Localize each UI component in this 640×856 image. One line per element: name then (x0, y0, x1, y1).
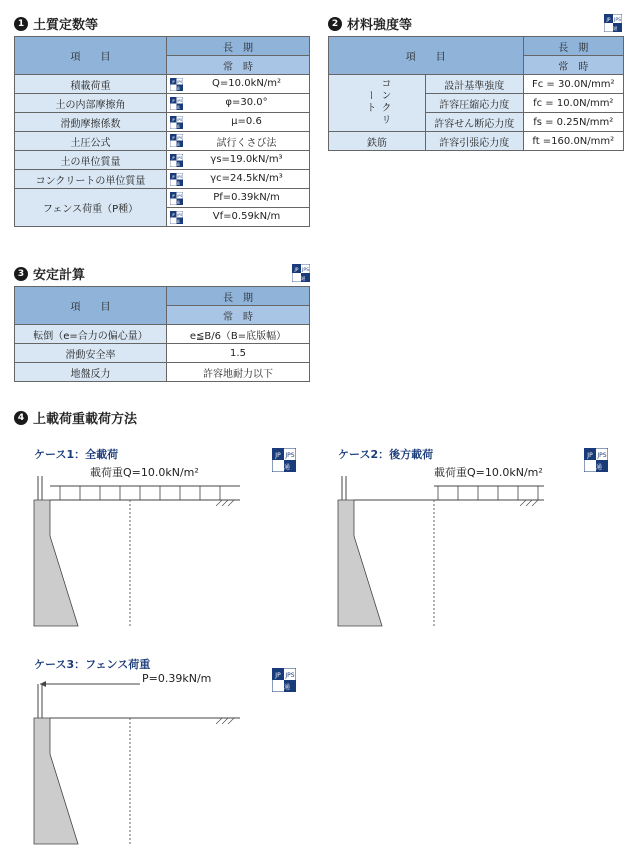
jp-jps-badge-icon (170, 192, 183, 205)
case2-title: ケース2：後方載荷 (338, 448, 434, 461)
section-number: 1 (14, 17, 28, 31)
row-value: φ=30.0° (167, 94, 310, 113)
row-label: コンクリートの単位質量 (15, 170, 167, 189)
jp-jps-badge-icon (272, 448, 296, 472)
stability-table (14, 286, 310, 382)
jp-jps-badge-icon (170, 211, 183, 224)
jp-jps-badge-icon (170, 78, 183, 91)
section-4-title (14, 408, 137, 427)
row-value: ft =160.0N/mm² (523, 132, 623, 151)
row-label: 積載荷重 (15, 75, 167, 94)
jp-jps-badge-icon (584, 448, 608, 472)
section-number: 3 (14, 267, 28, 281)
row-label: 滑動摩擦係数 (15, 113, 167, 132)
section-4-heading: 上載荷重載荷方法 (33, 412, 138, 427)
row-value: γs=19.0kN/m³ (167, 151, 310, 170)
row-value: e≦B/6（B=底版幅） (167, 325, 310, 344)
row-label: 土の単位質量 (15, 151, 167, 170)
header-normal: 常 時 (167, 56, 310, 75)
jp-jps-badge-icon (170, 116, 183, 129)
row-value: Fc = 30.0N/mm² (523, 75, 623, 94)
section-2-title (328, 14, 412, 33)
section-number: 4 (14, 411, 28, 425)
header-normal: 常 時 (167, 306, 310, 325)
case3-title: ケース3：フェンス荷重 (34, 658, 151, 671)
case3-load: P=0.39kN/m (142, 672, 212, 685)
row-label: 土圧公式 (15, 132, 167, 151)
row-label: 転倒（e=合力の偏心量） (15, 325, 167, 344)
jp-jps-badge-icon (170, 134, 183, 147)
header-long: 長 期 (167, 287, 310, 306)
row-value: Q=10.0kN/m² (167, 75, 310, 94)
case1-title: ケース1：全載荷 (34, 448, 119, 461)
group-concrete: コンクリート (329, 75, 426, 132)
jp-jps-badge-icon (170, 173, 183, 186)
row-label: 許容圧縮応力度 (426, 94, 524, 113)
case1-load: 載荷重Q=10.0kN/m² (90, 466, 199, 479)
case2-diagram (334, 476, 554, 636)
row-label: 地盤反力 (15, 363, 167, 382)
header-item: 項 目 (329, 37, 524, 75)
section-3-title (14, 264, 85, 283)
case3-diagram (30, 678, 250, 848)
header-item: 項 目 (15, 287, 167, 325)
section-3-heading: 安定計算 (33, 268, 86, 283)
row-value: μ=0.6 (167, 113, 310, 132)
jp-jps-badge-icon (604, 14, 622, 32)
row-value: Pf=0.39kN/m (167, 189, 310, 208)
case1-diagram (30, 476, 250, 636)
row-label: 設計基準強度 (426, 75, 524, 94)
row-value: 試行くさび法 (167, 132, 310, 151)
jp-jps-badge-icon (272, 668, 296, 692)
header-long: 長 期 (523, 37, 623, 56)
jp-jps-badge-icon (170, 154, 183, 167)
row-label: 土の内部摩擦角 (15, 94, 167, 113)
header-normal: 常 時 (523, 56, 623, 75)
row-value: fs = 0.25N/mm² (523, 113, 623, 132)
row-value: 1.5 (167, 344, 310, 363)
section-1-title (14, 14, 98, 33)
row-value: 許容地耐力以下 (167, 363, 310, 382)
row-value: fc = 10.0N/mm² (523, 94, 623, 113)
soil-constants-table (14, 36, 310, 227)
row-label: 許容引張応力度 (426, 132, 524, 151)
section-2-heading: 材料強度等 (347, 18, 413, 33)
header-item: 項 目 (15, 37, 167, 75)
group-rebar: 鉄筋 (329, 132, 426, 151)
section-1-heading: 土質定数等 (33, 18, 99, 33)
case2-load: 載荷重Q=10.0kN/m² (434, 466, 543, 479)
row-value: Vf=0.59kN/m (167, 208, 310, 227)
row-value: γc=24.5kN/m³ (167, 170, 310, 189)
row-label: 許容せん断応力度 (426, 113, 524, 132)
row-label: フェンス荷重（P種） (15, 189, 167, 227)
jp-jps-badge-icon (292, 264, 310, 282)
material-strength-table (328, 36, 624, 151)
row-label: 滑動安全率 (15, 344, 167, 363)
jp-jps-badge-icon (170, 97, 183, 110)
header-long: 長 期 (167, 37, 310, 56)
section-number: 2 (328, 17, 342, 31)
